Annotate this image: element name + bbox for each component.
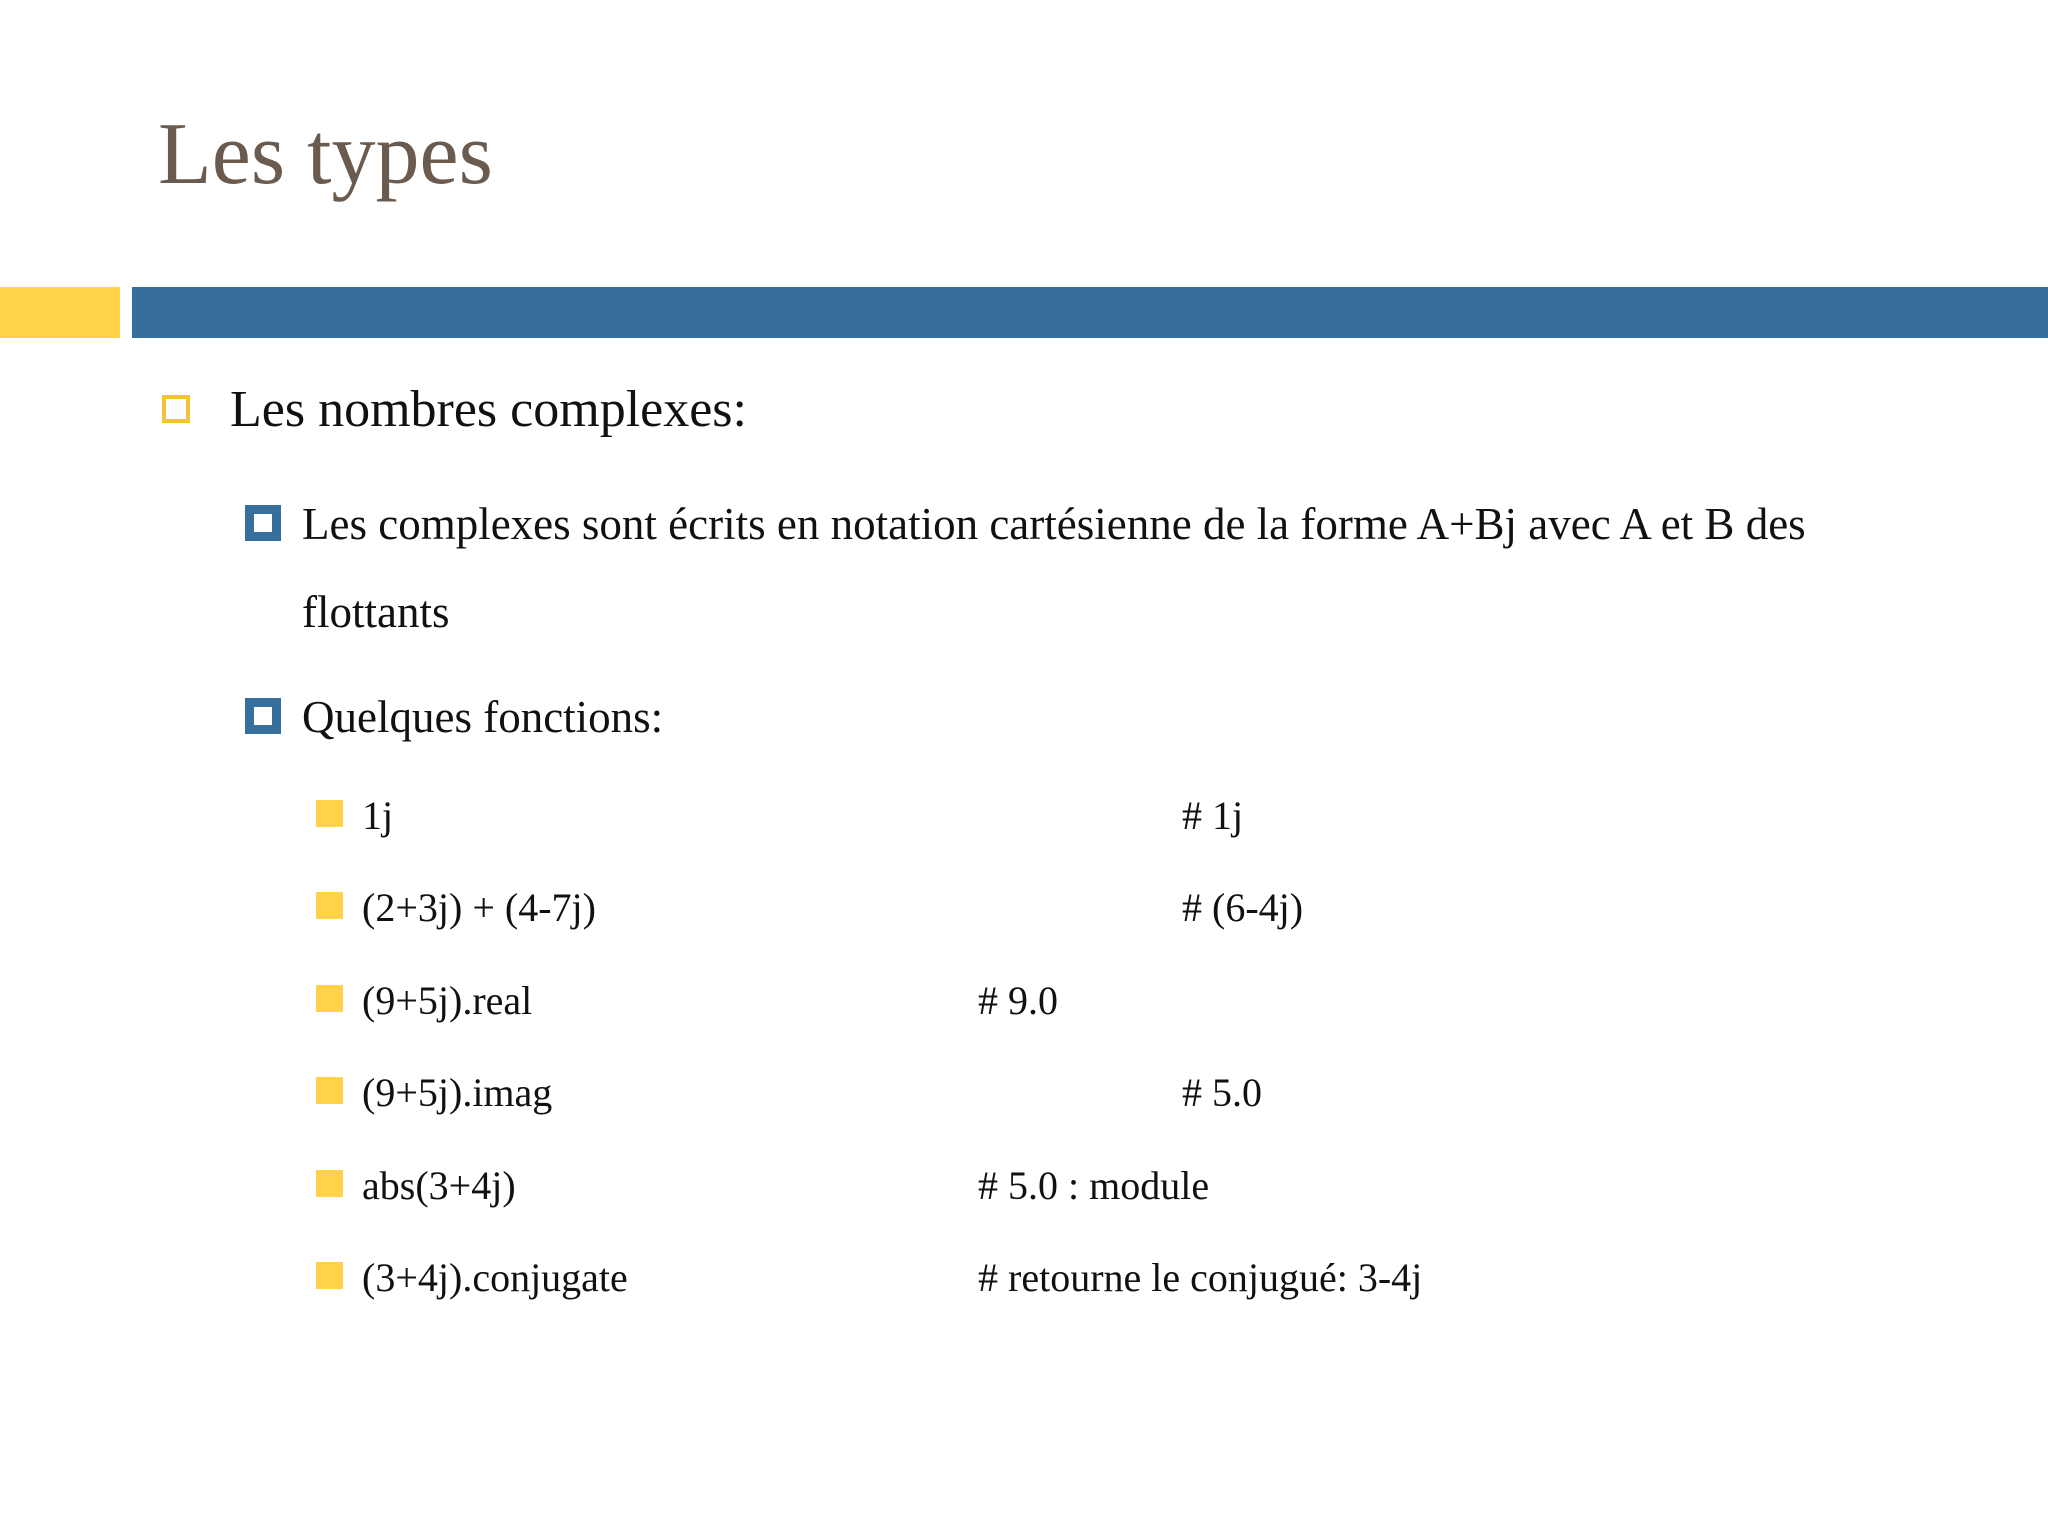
function-result-4: # 5.0 bbox=[1182, 1070, 1262, 1115]
bullet-level2-text-2: Quelques fonctions: bbox=[302, 692, 664, 742]
function-code-3: (9+5j).real bbox=[362, 978, 533, 1023]
filled-square-bullet-icon bbox=[316, 892, 343, 919]
filled-square-bullet-icon bbox=[316, 1262, 343, 1289]
function-code-2: (2+3j) + (4-7j) bbox=[362, 885, 596, 930]
function-code-4: (9+5j).imag bbox=[362, 1070, 553, 1115]
function-code-5: abs(3+4j) bbox=[362, 1163, 516, 1208]
function-result-2: # (6-4j) bbox=[1182, 885, 1304, 930]
function-result-3: # 9.0 bbox=[978, 978, 1058, 1023]
hollow-square-bullet-icon bbox=[162, 395, 190, 423]
filled-square-bullet-icon bbox=[316, 800, 343, 827]
filled-square-bullet-icon bbox=[316, 985, 343, 1012]
function-result-5: # 5.0 : module bbox=[978, 1163, 1210, 1208]
title-divider-bar bbox=[132, 287, 2048, 338]
filled-square-bullet-icon bbox=[316, 1170, 343, 1197]
bullet-level2-text-1: Les complexes sont écrits en notation cartésienne de la forme A+Bj avec A et B des flottants bbox=[302, 499, 1806, 637]
function-result-6: # retourne le conjugué: 3-4j bbox=[978, 1255, 1423, 1300]
filled-square-bullet-icon bbox=[316, 1077, 343, 1104]
bullet-level1-text: Les nombres complexes: bbox=[230, 381, 747, 438]
square-bullet-icon bbox=[245, 698, 281, 734]
slide-title: Les types bbox=[158, 106, 493, 203]
function-result-1: # 1j bbox=[1182, 793, 1244, 838]
accent-bar bbox=[0, 287, 120, 338]
function-code-1: 1j bbox=[362, 793, 394, 838]
function-code-6: (3+4j).conjugate bbox=[362, 1255, 628, 1300]
square-bullet-icon bbox=[245, 505, 281, 541]
